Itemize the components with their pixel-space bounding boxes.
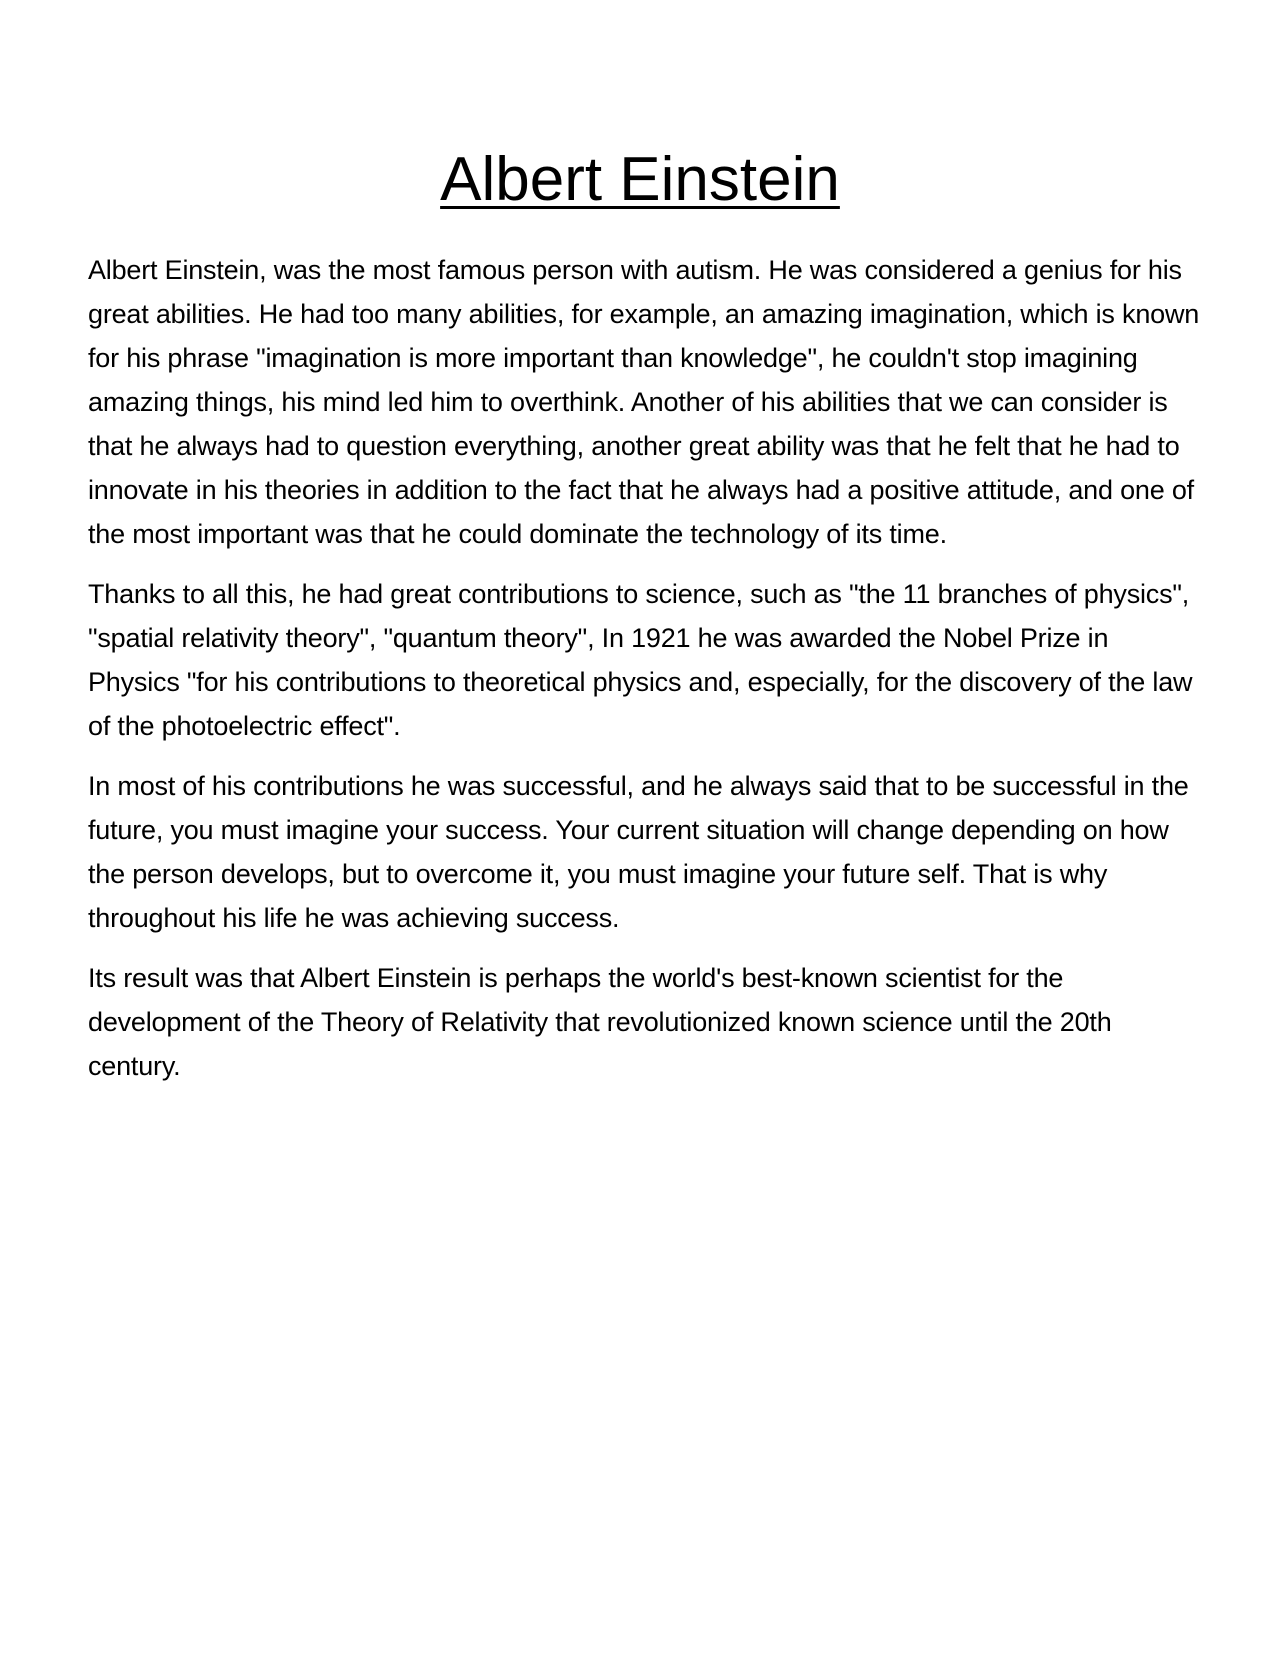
document-body xyxy=(88,248,1204,1104)
document-title: Albert Einstein xyxy=(440,145,840,214)
paragraph-4: Its result was that Albert Einstein is perhaps the world's best-known scientist for the development of the Theory of Relativity that revolutionized known science until the 20th century. xyxy=(88,963,1112,1081)
paragraph-3: In most of his contributions he was successful, and he always said that to be successful in the future, you must imagine your success. Your current situation will change depending on how the person develops, but to overcome it, you must imagine your future self. That is why throughout his life he was achieving success. xyxy=(88,771,1189,933)
paragraph-2: Thanks to all this, he had great contributions to science, such as "the 11 branches of physics", "spatial relativity theory", "quantum theory", In 1921 he was awarded the Nobel Prize in Physics "for his contributions to theoretical physics and, especially, for the discovery of the law of the photoelectric effect". xyxy=(88,579,1193,741)
paragraph-1: Albert Einstein, was the most famous person with autism. He was considered a genius for his great abilities. He had too many abilities, for example, an amazing imagination, which is known for his phrase "imagination is more important than knowledge", he couldn't stop imagining amazing things, his mind led him to overthink. Another of his abilities that we can consider is that he always had to question everything, another great ability was that he felt that he had to innovate in his theories in addition to the fact that he always had a positive attitude, and one of the most important was that he could dominate the technology of its time. xyxy=(88,255,1200,549)
